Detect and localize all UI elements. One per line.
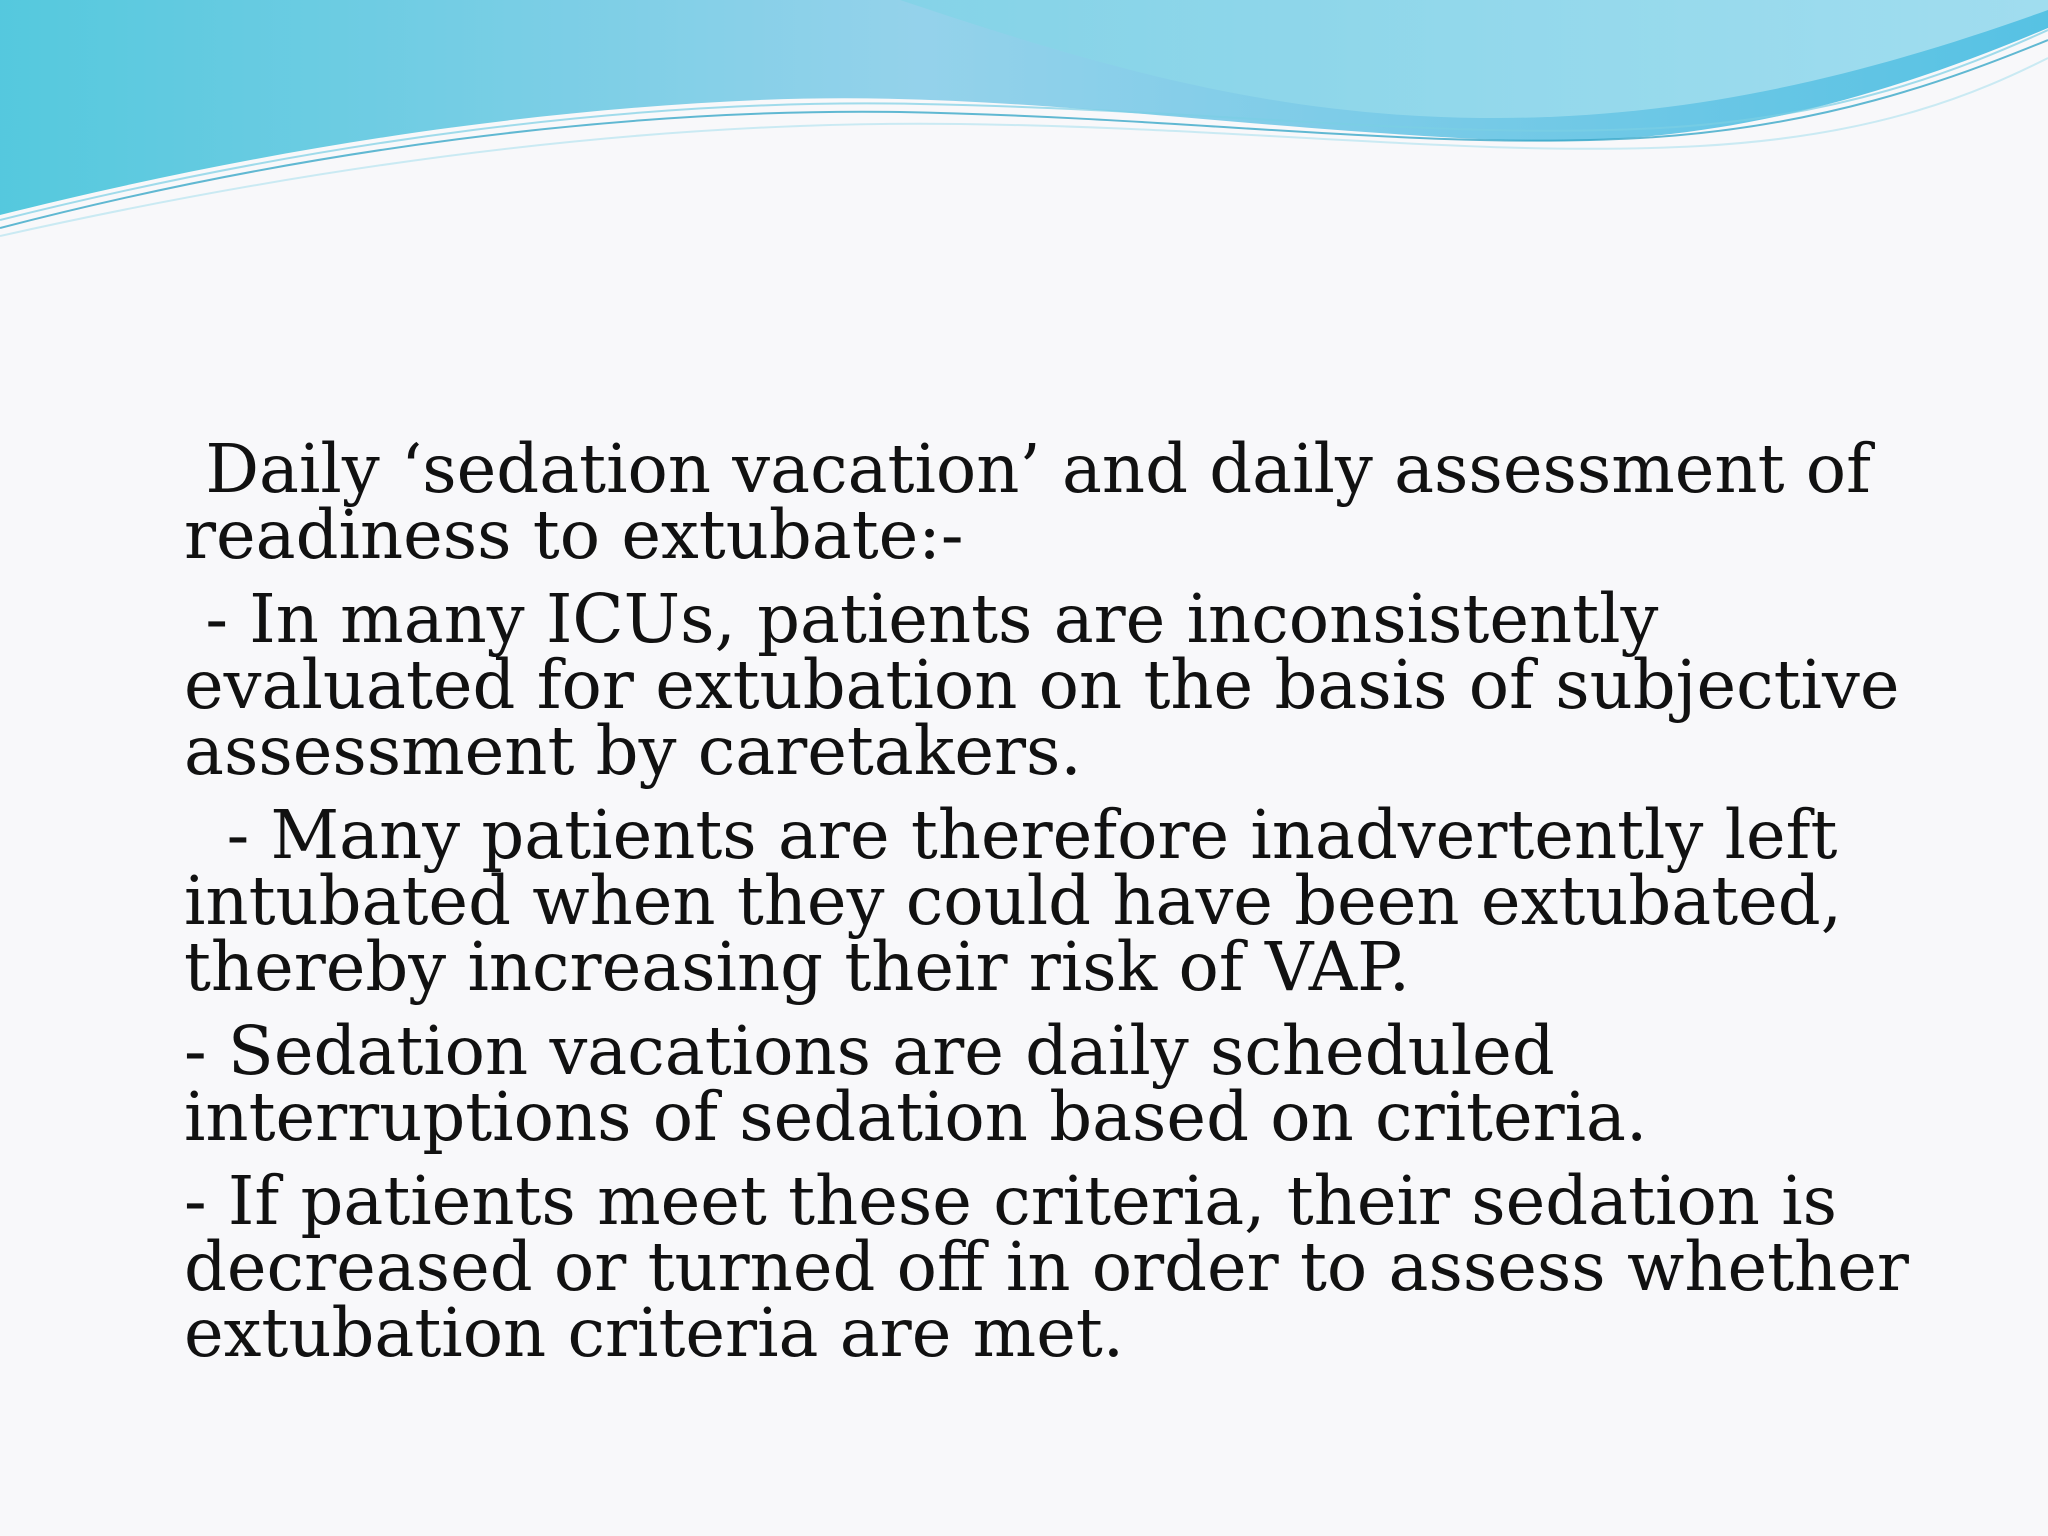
paragraph-icu-evaluation: - In many ICUs, patients are inconsistently evaluated for extubation on the basis of subjective assessment by caretakers. (184, 580, 1921, 790)
decorative-wave-banner (0, 0, 2048, 240)
paragraph-heading: Daily ‘sedation vacation’ and daily assessment of readiness to extubate:- (184, 430, 1893, 574)
slide-body (184, 430, 1931, 1384)
paragraph-left-intubated: - Many patients are therefore inadvertently left intubated when they could have been extubated, thereby increasing their risk of VAP. (184, 796, 1864, 1006)
paragraph-criteria-met: - If patients meet these criteria, their sedation is decreased or turned off in order to assess whether extubation criteria are met. (184, 1162, 1931, 1372)
paragraph-sedation-vacations: - Sedation vacations are daily scheduled interruptions of sedation based on criteria. (184, 1012, 1648, 1156)
